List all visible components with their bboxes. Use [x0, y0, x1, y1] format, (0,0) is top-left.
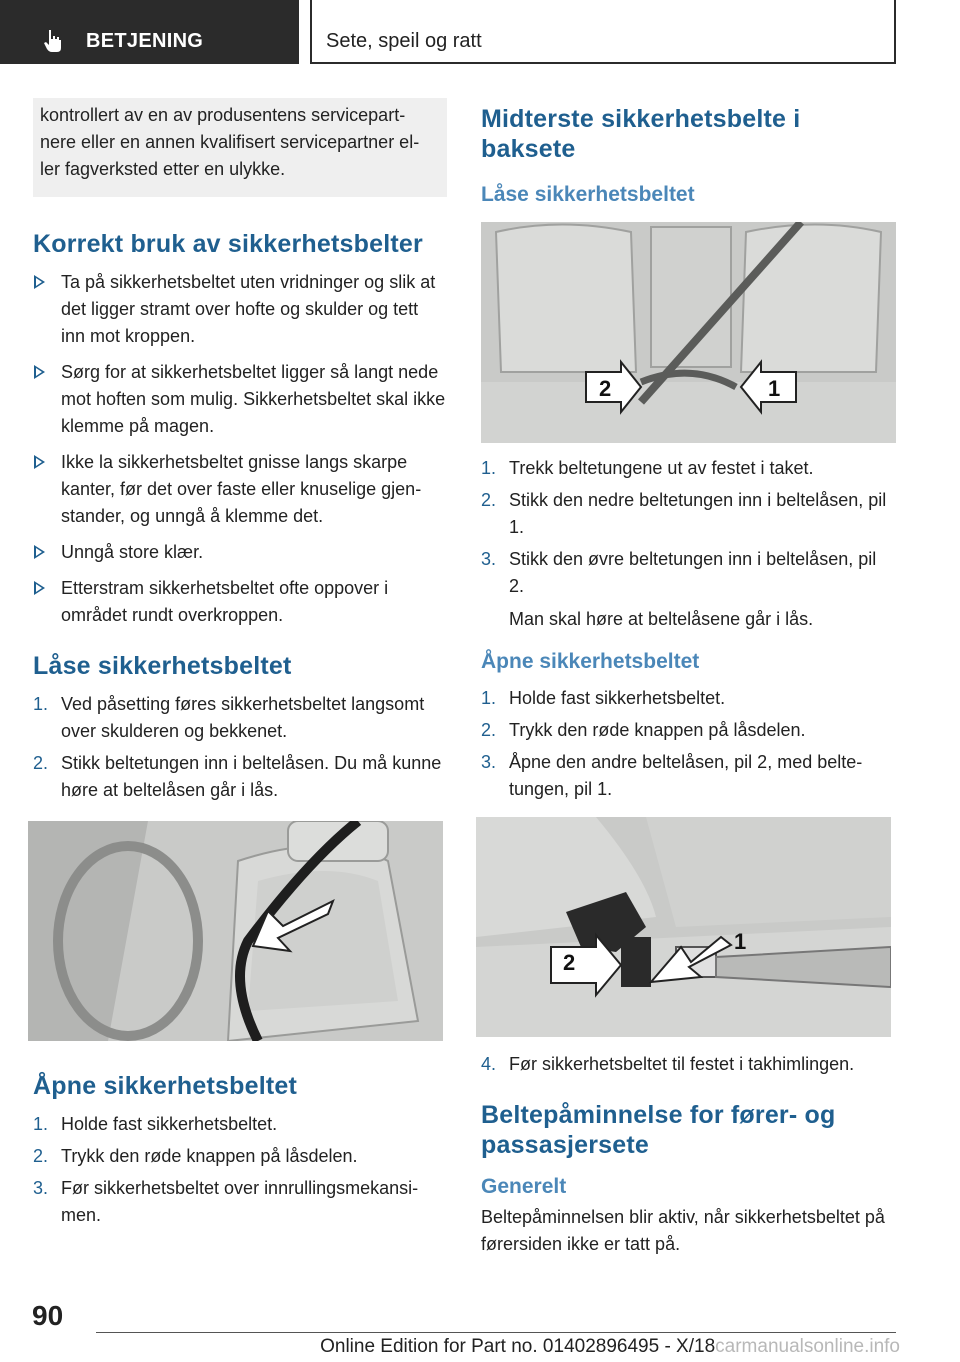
triangle-bullet-icon	[34, 275, 45, 289]
list-item: 4. Før sikkerhetsbeltet til festet i takhimlingen.	[481, 1054, 855, 1074]
figure-label: 1	[768, 376, 781, 401]
edition-text: Online Edition for Part no. 01402896495 - X/18	[320, 1336, 716, 1357]
heading-open-belt: Åpne sikkerhetsbeltet	[33, 1072, 298, 1100]
list-item: 2. Stikk den nedre beltetungen inn i beltelåsen, pil 1.	[481, 490, 887, 537]
middle-lock-steps	[481, 455, 895, 633]
list-item: 1. Ved påsetting føres sikkerhetsbeltet langsomt over skulderen og bekkenet.	[33, 694, 425, 741]
list-item: 2. Stikk beltetungen inn i beltelåsen. Du må kunne høre at beltelåsen går i lås.	[33, 753, 442, 800]
hand-pointer-icon	[40, 28, 66, 54]
list-item: 1. Holde fast sikkerhetsbeltet.	[33, 1114, 278, 1134]
list-item: Etterstram sikkerhetsbeltet ofte oppover i området rundt overkroppen.	[33, 575, 447, 629]
usage-list	[33, 269, 447, 629]
header-section-tab	[0, 0, 299, 64]
footer-edition	[300, 1336, 900, 1358]
rear-middle-belt-open-illustration	[476, 817, 891, 1037]
list-item: 3. Stikk den øvre beltetungen inn i beltelåsen, pil 2. Man skal høre at beltelåsene går i lås.	[481, 549, 877, 629]
chapter-title: Sete, speil og ratt	[326, 30, 482, 52]
figure-label: 1	[734, 929, 747, 954]
section-title: BETJENING	[86, 30, 204, 52]
list-item: 3. Før sikkerhetsbeltet over innrullingsmekansimen.	[33, 1178, 419, 1225]
page-number: 90	[32, 1300, 64, 1331]
list-item: Ta på sikkerhetsbeltet uten vridninger og slik at det ligger stramt over hofte og skulder og tett inn mot kroppen.	[33, 269, 447, 350]
list-item: Unngå store klær.	[33, 539, 447, 566]
list-item: 3. Åpne den andre beltelåsen, pil 2, med beltetungen, pil 1.	[481, 752, 863, 799]
subheading-lock-belt: Låse sikkerhetsbeltet	[481, 183, 695, 206]
reminder-text: Beltepåminnelsen blir aktiv, når sikkerhetsbeltet på førersiden ikke er tatt på.	[481, 1207, 885, 1254]
heading-belt-reminder: Beltepåminnelse for fører- og passasjersete	[481, 1101, 836, 1159]
triangle-bullet-icon	[34, 365, 45, 379]
triangle-bullet-icon	[34, 545, 45, 559]
list-item: Sørg for at sikkerhetsbeltet ligger så langt nede mot hoften som mulig. Sikkerhetsbeltet skal ikke klemme på magen.	[33, 359, 447, 440]
lock-steps	[33, 691, 447, 804]
left-column	[33, 98, 447, 1234]
watermark-text: carmanualsonline.info	[715, 1336, 900, 1357]
list-item: Ikke la sikkerhetsbeltet gnisse langs skarpe kanter, før det over faste eller knuselige gjenstander, og unngå å klemme det.	[33, 449, 447, 530]
subheading-open-belt: Åpne sikkerhetsbeltet	[481, 650, 700, 673]
heading-middle-belt: Midterste sikkerhetsbelte i baksete	[481, 105, 801, 163]
footer-divider	[96, 1332, 896, 1333]
middle-open-step-4	[481, 1051, 895, 1078]
triangle-bullet-icon	[34, 581, 45, 595]
list-item: 2. Trykk den røde knappen på låsdelen.	[481, 720, 806, 740]
heading-lock-belt: Låse sikkerhetsbeltet	[33, 652, 292, 680]
front-seat-belt-illustration	[28, 821, 443, 1041]
list-item: 1. Holde fast sikkerhetsbeltet.	[481, 688, 726, 708]
triangle-bullet-icon	[34, 455, 45, 469]
figure-label: 2	[599, 376, 612, 401]
heading-correct-use: Korrekt bruk av sikkerhetsbelter	[33, 230, 423, 258]
rear-middle-belt-lock-illustration	[481, 222, 896, 443]
figure-label: 2	[563, 950, 576, 975]
open-steps	[33, 1111, 447, 1229]
warning-note: kontrollert av en av produsentens servicepartnere eller en annen kvalifisert servicepartner eller fagverksted etter en ulykke.	[33, 98, 447, 197]
subheading-general: Generelt	[481, 1175, 567, 1198]
middle-open-steps	[481, 685, 895, 803]
right-column	[481, 98, 895, 1258]
list-item: 1. Trekk beltetungene ut av festet i taket.	[481, 458, 814, 478]
list-item: 2. Trykk den røde knappen på låsdelen.	[33, 1146, 358, 1166]
